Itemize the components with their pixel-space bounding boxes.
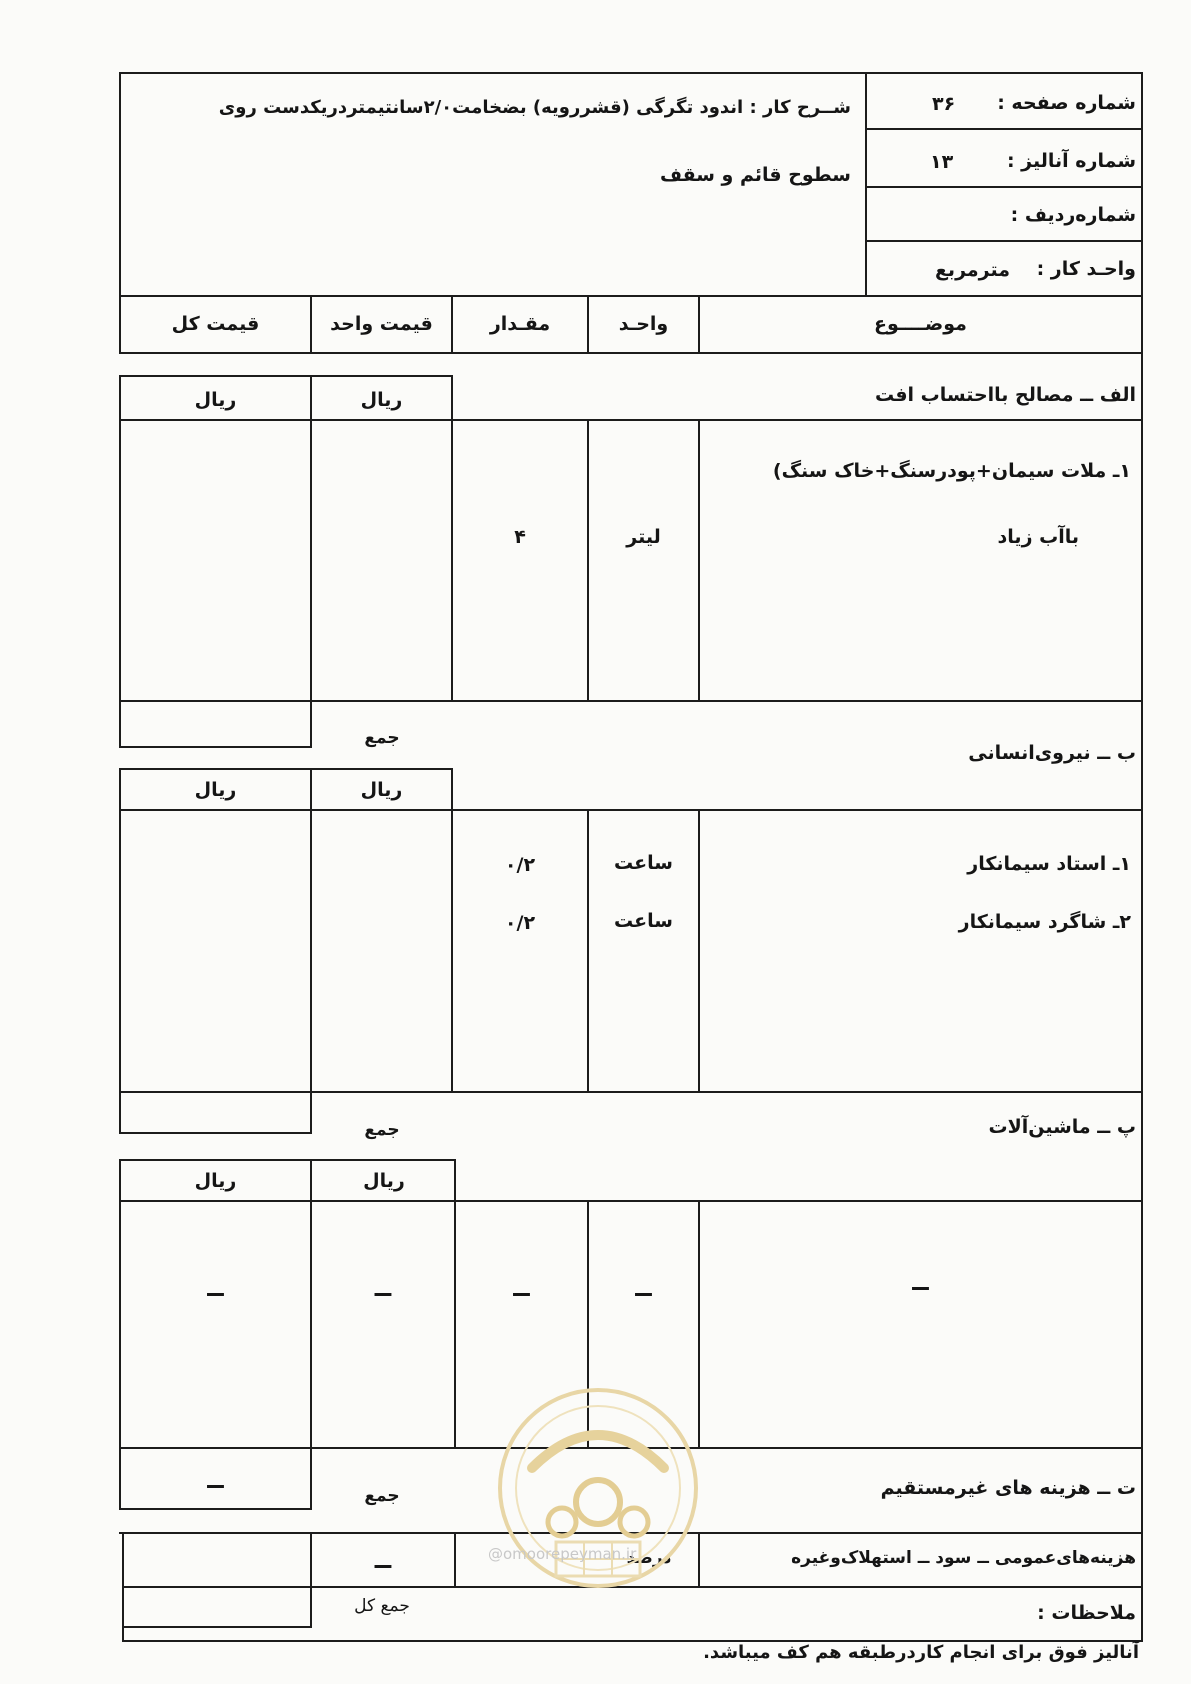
labor-item-assistant-unit: ساعت: [614, 910, 673, 932]
labor-total-currency: ریال: [194, 779, 237, 801]
work-unit-label: واحـد کار :: [1036, 258, 1136, 280]
work-unit-value: مترمربع: [934, 259, 1010, 281]
labor-unit-price-currency: ریال: [360, 779, 403, 801]
overhead-percent-label: درصد: [626, 1548, 672, 1568]
labor-sum-label: جمع: [364, 1120, 400, 1140]
labor-section-title: ب ــ نیروی‌انسانی: [968, 742, 1136, 764]
materials-item-1: ۱ـ ملات سیمان+پودرسنگ+خاک سنگ): [772, 460, 1131, 482]
overhead-label: هزینه‌های‌عمومی ــ سود ــ استهلاک‌وغیره: [791, 1548, 1136, 1568]
machinery-total-currency: ریال: [194, 1170, 237, 1192]
materials-total-currency: ریال: [194, 389, 237, 411]
row-number-label: شمارەردیف :: [1010, 204, 1136, 226]
remarks-text: آنالیز فوق برای انجام کاردرطبقه هم کف میباشد.: [703, 1642, 1139, 1663]
analysis-number-value: ۱۳: [930, 151, 954, 173]
analysis-number-label: شماره آنالیز :: [1006, 150, 1136, 172]
column-header-unit: واحـد: [618, 313, 669, 335]
column-header-quantity: مقـدار: [489, 313, 551, 335]
machinery-unit-dash: ــ: [635, 1274, 652, 1302]
materials-sum-label: جمع: [364, 728, 400, 748]
machinery-section-title: پ ــ ماشین‌آلات: [988, 1116, 1136, 1138]
labor-item-assistant: ۲ـ شاگرد سیمانکار: [958, 911, 1131, 933]
machinery-sum-label: جمع: [364, 1486, 400, 1506]
page-number-value: ۳۶: [932, 93, 956, 115]
materials-item-1-quantity: ۴: [514, 526, 526, 548]
column-header-subject: موضــــوع: [874, 313, 967, 335]
overhead-unit-price-dash: ــ: [374, 1546, 392, 1574]
machinery-unit-price-currency: ریال: [363, 1170, 405, 1192]
materials-unit-price-currency: ریال: [360, 389, 403, 411]
materials-item-1-line2: باآب زیاد: [997, 526, 1079, 548]
machinery-sum-value: ــ: [207, 1466, 224, 1494]
labor-item-master-unit: ساعت: [614, 852, 673, 874]
materials-section-title: الف ــ مصالح بااحتساب افت: [874, 384, 1136, 406]
watermark-url: @omoorepeyman.ir: [488, 1545, 637, 1563]
machinery-unit-price-dash: ــ: [374, 1274, 392, 1302]
column-header-total-price: قیمت کل: [171, 313, 260, 335]
remarks-label: ملاحظات :: [1037, 1602, 1136, 1624]
grand-total-label: جمع کل: [354, 1596, 410, 1616]
labor-item-assistant-quantity: ۰/۲: [504, 912, 536, 934]
indirect-section-title: ت ــ هزینه های غیرمستقیم: [880, 1477, 1136, 1499]
page-number-label: شماره صفحه :: [997, 92, 1136, 114]
work-description-line1: شــرح کار : اندود تگرگی (قشررویه) بضخامت۲/۰سانتیمتردریکدست روی: [218, 97, 851, 118]
column-header-unit-price: قیمت واحد: [330, 313, 433, 335]
work-description-line2: سطوح قائم و سقف: [659, 164, 851, 186]
labor-item-master-quantity: ۰/۲: [504, 854, 536, 876]
machinery-subject-dash: ــ: [912, 1268, 929, 1296]
materials-item-1-unit: لیتر: [626, 526, 661, 548]
machinery-total-dash: ــ: [207, 1274, 224, 1302]
labor-item-master: ۱ـ استاد سیمانکار: [967, 853, 1131, 875]
machinery-quantity-dash: ــ: [513, 1274, 530, 1302]
